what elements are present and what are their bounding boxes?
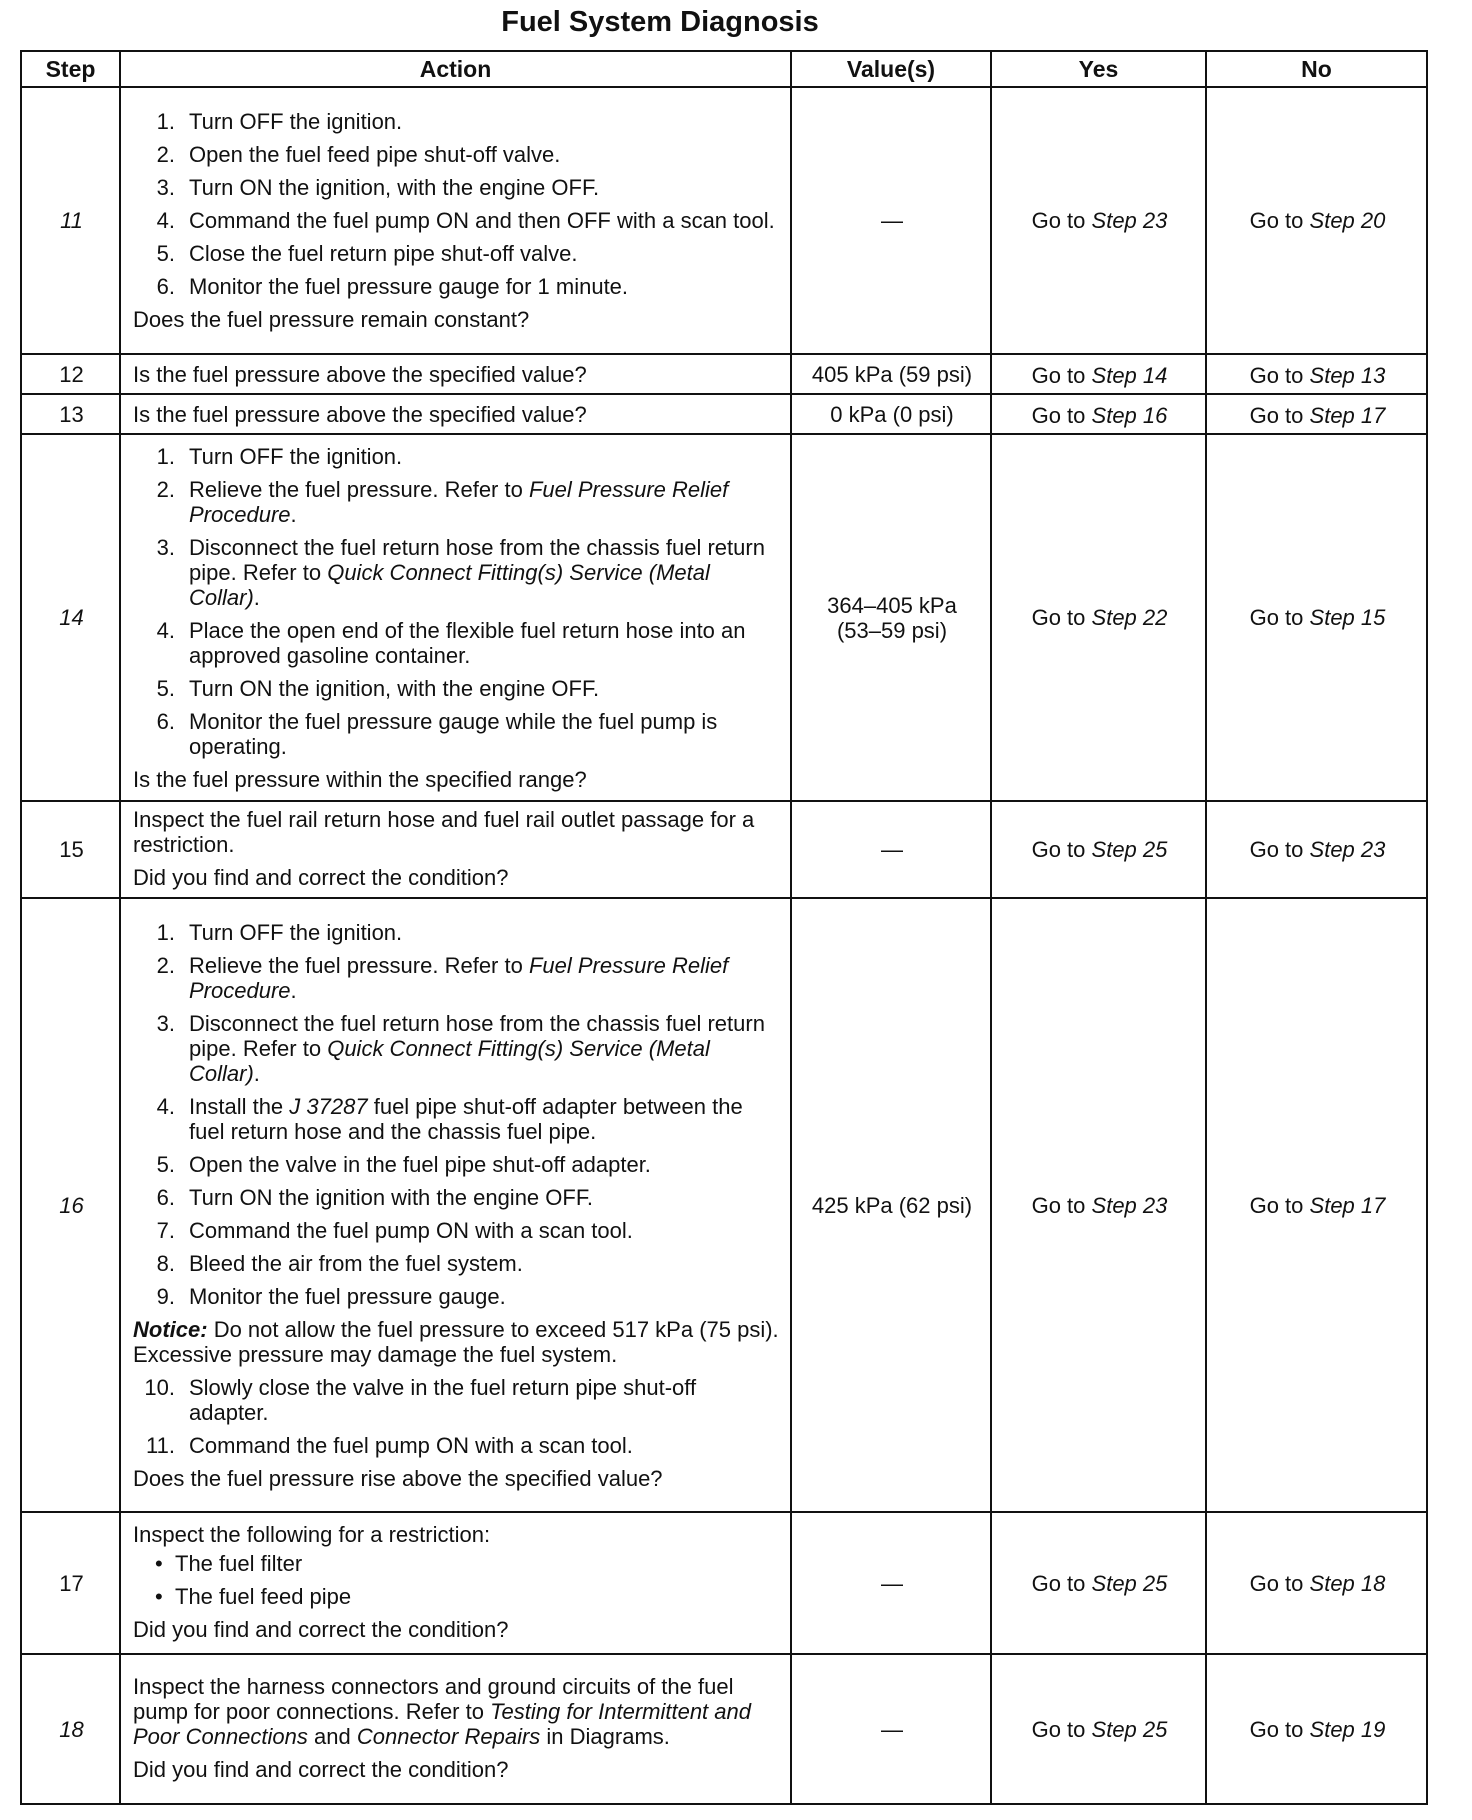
action-list [133, 444, 780, 759]
question: Did you find and correct the condition? [133, 1757, 509, 1782]
header-action: Action [120, 51, 791, 87]
no-cell: Go to Step 15 [1206, 434, 1427, 801]
step-number: 13 [21, 394, 120, 434]
diagnosis-table [20, 50, 1428, 1805]
header-row [21, 51, 1427, 87]
list-item: • The fuel filter [133, 1551, 780, 1576]
header-values: Value(s) [791, 51, 991, 87]
list-item: 2. Relieve the fuel pressure. Refer to Fuel Pressure Relief Procedure. [156, 952, 729, 1003]
header-step: Step [21, 51, 120, 87]
notice: Notice: Do not allow the fuel pressure to exceed 517 kPa (75 psi). Excessive pressure may damage the fuel system. [133, 1316, 779, 1367]
yes-cell: Go to Step 25 [991, 1654, 1206, 1804]
list-item: 2. Relieve the fuel pressure. Refer to Fuel Pressure Relief Procedure. [156, 476, 729, 527]
list-item: 5. Open the valve in the fuel pipe shut-off adapter. [156, 1151, 651, 1177]
step-number: 14 [21, 434, 120, 801]
yes-cell: Go to Step 25 [991, 1512, 1206, 1654]
step-number: 15 [21, 801, 120, 898]
list-item: 9. Monitor the fuel pressure gauge. [156, 1283, 506, 1309]
value-cell: — [791, 87, 991, 354]
list-item: 3. Disconnect the fuel return hose from the chassis fuel return pipe. Refer to Quick Connect Fitting(s) Service (Metal Collar). [156, 534, 765, 610]
question: Is the fuel pressure above the specified value? [133, 361, 587, 387]
no-cell: Go to Step 23 [1206, 801, 1427, 898]
table-row-step-14 [21, 434, 1427, 801]
yes-cell: Go to Step 23 [991, 87, 1206, 354]
action-cell [120, 354, 791, 394]
action-list [133, 109, 780, 299]
value-cell: 405 kPa (59 psi) [791, 354, 991, 394]
list-item: • The fuel feed pipe [133, 1584, 780, 1609]
list-item: 4. Install the J 37287 fuel pipe shut-off adapter between the fuel return hose and the chassis fuel pipe. [156, 1093, 743, 1144]
value-cell: 364–405 kPa (53–59 psi) [791, 434, 991, 801]
no-cell: Go to Step 20 [1206, 87, 1427, 354]
question: Did you find and correct the condition? [133, 1617, 509, 1642]
header-no: No [1206, 51, 1427, 87]
list-item: 5. Turn ON the ignition, with the engine OFF. [156, 675, 600, 701]
table-row-step-16 [21, 898, 1427, 1512]
value-cell: — [791, 1654, 991, 1804]
list-item: 6. Turn ON the ignition with the engine OFF. [156, 1184, 593, 1210]
list-item: 1. Turn OFF the ignition. [156, 443, 403, 469]
no-cell: Go to Step 18 [1206, 1512, 1427, 1654]
yes-cell: Go to Step 22 [991, 434, 1206, 801]
action-list-continued [133, 1375, 780, 1458]
list-item: 11. Command the fuel pump ON with a scan tool. [146, 1432, 633, 1458]
question: Does the fuel pressure remain constant? [133, 307, 530, 332]
list-item: 7. Command the fuel pump ON with a scan tool. [156, 1217, 633, 1243]
list-item: 1. Turn OFF the ignition. [156, 919, 403, 945]
yes-cell: Go to Step 14 [991, 354, 1206, 394]
question: Is the fuel pressure above the specified value? [133, 401, 587, 427]
step-number: 12 [21, 354, 120, 394]
question: Does the fuel pressure rise above the specified value? [133, 1465, 663, 1491]
list-item: 3. Disconnect the fuel return hose from the chassis fuel return pipe. Refer to Quick Connect Fitting(s) Service (Metal Collar). [156, 1010, 765, 1086]
list-item: 10. Slowly close the valve in the fuel return pipe shut-off adapter. [144, 1374, 697, 1425]
action-cell [120, 87, 791, 354]
step-number: 16 [21, 898, 120, 1512]
list-item: 4. Command the fuel pump ON and then OFF with a scan tool. [156, 208, 775, 233]
list-item: 3. Turn ON the ignition, with the engine OFF. [156, 175, 600, 200]
list-item: 6. Monitor the fuel pressure gauge while the fuel pump is operating. [156, 708, 718, 759]
page-title: Fuel System Diagnosis [501, 6, 819, 38]
table-row-step-18 [21, 1654, 1427, 1804]
question: Is the fuel pressure within the specified range? [133, 766, 587, 792]
value-cell: 425 kPa (62 psi) [791, 898, 991, 1512]
step-number: 18 [21, 1654, 120, 1804]
action-cell: Inspect the harness connectors and ground circuits of the fuel pump for poor connections. Refer to Testing for Intermittent and Poor Connections and Connector Repairs in Diagrams. Did you find and correct the condition? [120, 1654, 791, 1804]
bullet-list [133, 1551, 780, 1609]
no-cell: Go to Step 13 [1206, 354, 1427, 394]
step-number: 17 [21, 1512, 120, 1654]
value-cell: — [791, 801, 991, 898]
action-cell [120, 434, 791, 801]
list-item: 5. Close the fuel return pipe shut-off valve. [156, 241, 578, 266]
action-cell [120, 394, 791, 434]
action-cell: Inspect the following for a restriction: • The fuel filter • The fuel feed pipe Did you find and correct the condition? [120, 1512, 791, 1654]
table-row-step-17 [21, 1512, 1427, 1654]
list-item: 8. Bleed the air from the fuel system. [156, 1250, 523, 1276]
step-number: 11 [21, 87, 120, 354]
table-row-step-12 [21, 354, 1427, 394]
list-item: 6. Monitor the fuel pressure gauge for 1 minute. [156, 274, 629, 299]
question: Did you find and correct the condition? [133, 865, 509, 890]
yes-cell: Go to Step 23 [991, 898, 1206, 1512]
yes-cell: Go to Step 25 [991, 801, 1206, 898]
table-row-step-11 [21, 87, 1427, 354]
yes-cell: Go to Step 16 [991, 394, 1206, 434]
action-cell: Inspect the fuel rail return hose and fuel rail outlet passage for a restriction. Did you find and correct the condition? [120, 801, 791, 898]
value-cell: 0 kPa (0 psi) [791, 394, 991, 434]
table-row-step-15 [21, 801, 1427, 898]
list-item: 1. Turn OFF the ignition. [156, 109, 403, 134]
action-cell [120, 898, 791, 1512]
no-cell: Go to Step 19 [1206, 1654, 1427, 1804]
list-item: 2. Open the fuel feed pipe shut-off valve. [156, 142, 561, 167]
value-cell: — [791, 1512, 991, 1654]
no-cell: Go to Step 17 [1206, 394, 1427, 434]
header-yes: Yes [991, 51, 1206, 87]
table-row-step-13 [21, 394, 1427, 434]
no-cell: Go to Step 17 [1206, 898, 1427, 1512]
list-item: 4. Place the open end of the flexible fuel return hose into an approved gasoline container. [156, 617, 746, 668]
action-list [133, 920, 780, 1309]
